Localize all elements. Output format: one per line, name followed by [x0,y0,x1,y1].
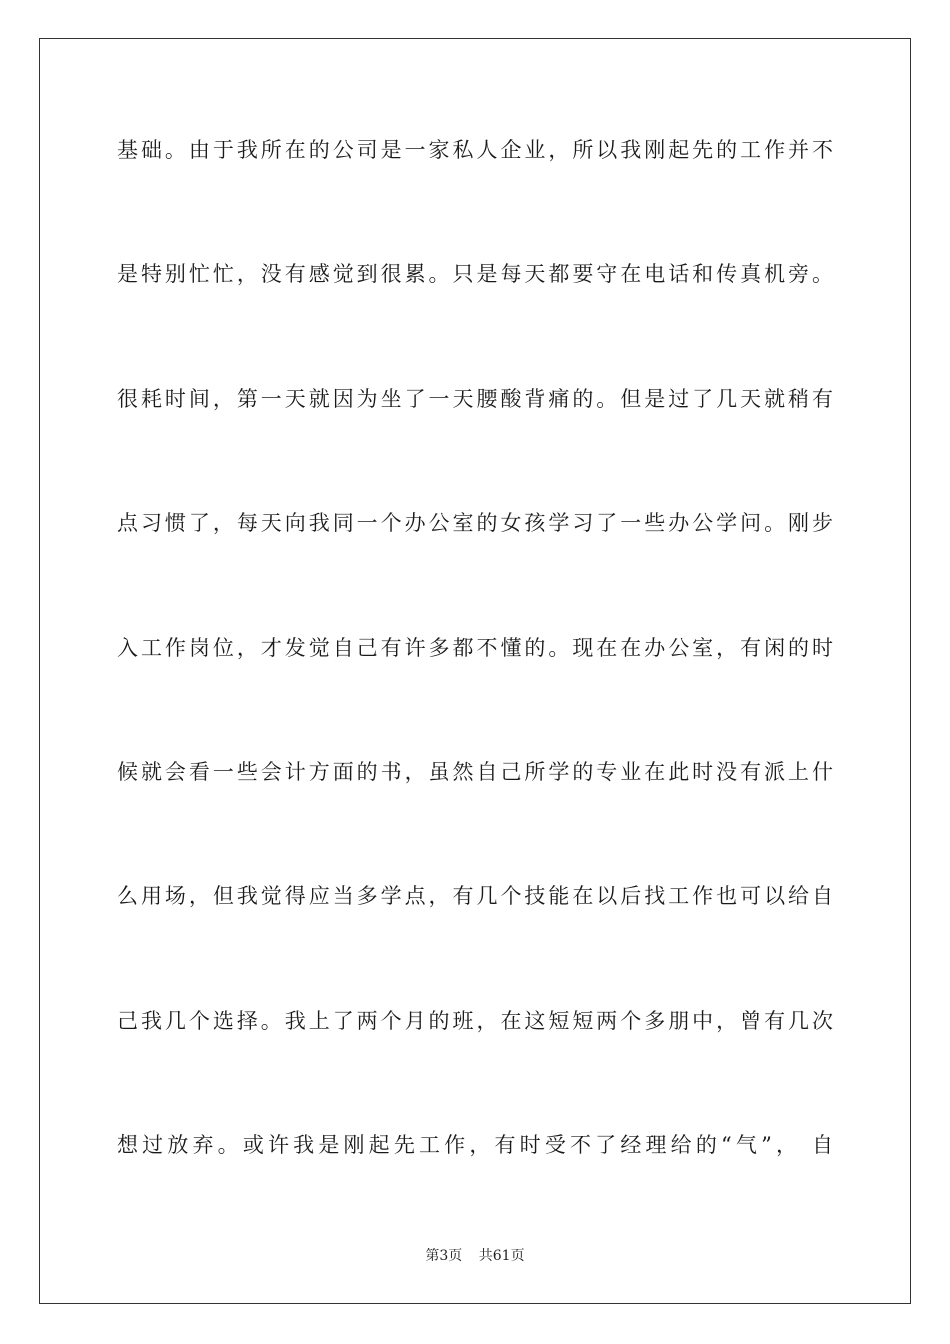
page-footer [0,1245,950,1265]
text-line-5: 入工作岗位，才发觉自己有许多都不懂的。现在在办公室，有闲的时 [117,635,833,660]
current-page-number: 第3页 [425,1248,463,1264]
document-body [117,128,833,1248]
text-line-4: 点习惯了，每天向我同一个办公室的女孩学习了一些办公学问。刚步 [117,511,833,536]
text-line-1: 基础。由于我所在的公司是一家私人企业，所以我刚起先的工作并不 [117,138,833,162]
text-line-9: 想过放弃。或许我是刚起先工作，有时受不了经理给的“气”， 自 [117,1133,833,1158]
text-line-2: 是特别忙忙，没有感觉到很累。只是每天都要守在电话和传真机旁。 [117,262,833,287]
text-line-8: 己我几个选择。我上了两个月的班，在这短短两个多朋中，曾有几次 [117,1008,833,1033]
total-pages: 共61页 [478,1248,525,1264]
text-line-6: 候就会看一些会计方面的书，虽然自己所学的专业在此时没有派上什 [117,759,833,784]
text-line-3: 很耗时间，第一天就因为坐了一天腰酸背痛的。但是过了几天就稍有 [117,386,833,411]
text-line-7: 么用场，但我觉得应当多学点，有几个技能在以后找工作也可以给自 [117,884,833,909]
